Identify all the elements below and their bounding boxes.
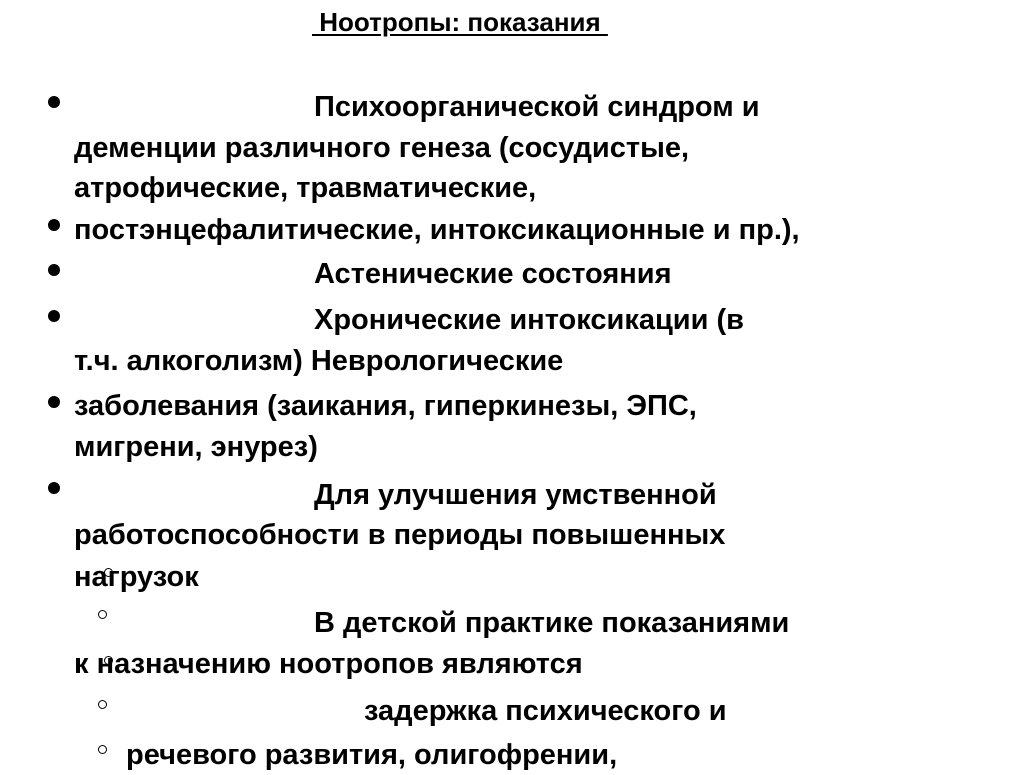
text-line: нагрузок [74, 561, 199, 593]
text-line: деменции различного генеза (сосудистые, [74, 132, 690, 164]
text-line: Хронические интоксикации (в [314, 304, 744, 336]
bullet-dot [48, 310, 60, 322]
text-line: речевого развития, олигофрении, [126, 739, 618, 771]
sub-bullet-circle [98, 610, 107, 619]
text-line: заболевания (заикания, гиперкинезы, ЭПС, [74, 390, 697, 422]
bullet-dot [48, 219, 60, 231]
text-line: постэнцефалитические, интоксикационные и пр.), [74, 214, 800, 246]
text-line: Для улучшения умственной [314, 479, 717, 511]
bullet-dot [48, 96, 60, 108]
bullet-dot [48, 396, 60, 408]
text-line: атрофические, травматические, [74, 172, 537, 204]
slide-title: Ноотропы: показания [312, 7, 608, 37]
text-line: т.ч. алкоголизм) Неврологические [74, 345, 564, 377]
text-line: к назначению ноотропов являются [74, 648, 583, 680]
text-line: мигрени, энурез) [74, 431, 318, 463]
text-line: задержка психического и [364, 695, 727, 727]
text-line: работоспособности в периоды повышенных [74, 519, 726, 551]
text-line: Астенические состояния [314, 258, 672, 290]
sub-bullet-circle [98, 700, 107, 709]
sub-bullet-circle [98, 745, 107, 754]
text-line: Психоорганической синдром и [314, 91, 760, 123]
bullet-dot [48, 482, 60, 494]
text-line: В детской практике показаниями [314, 607, 790, 639]
bullet-dot [48, 264, 60, 276]
